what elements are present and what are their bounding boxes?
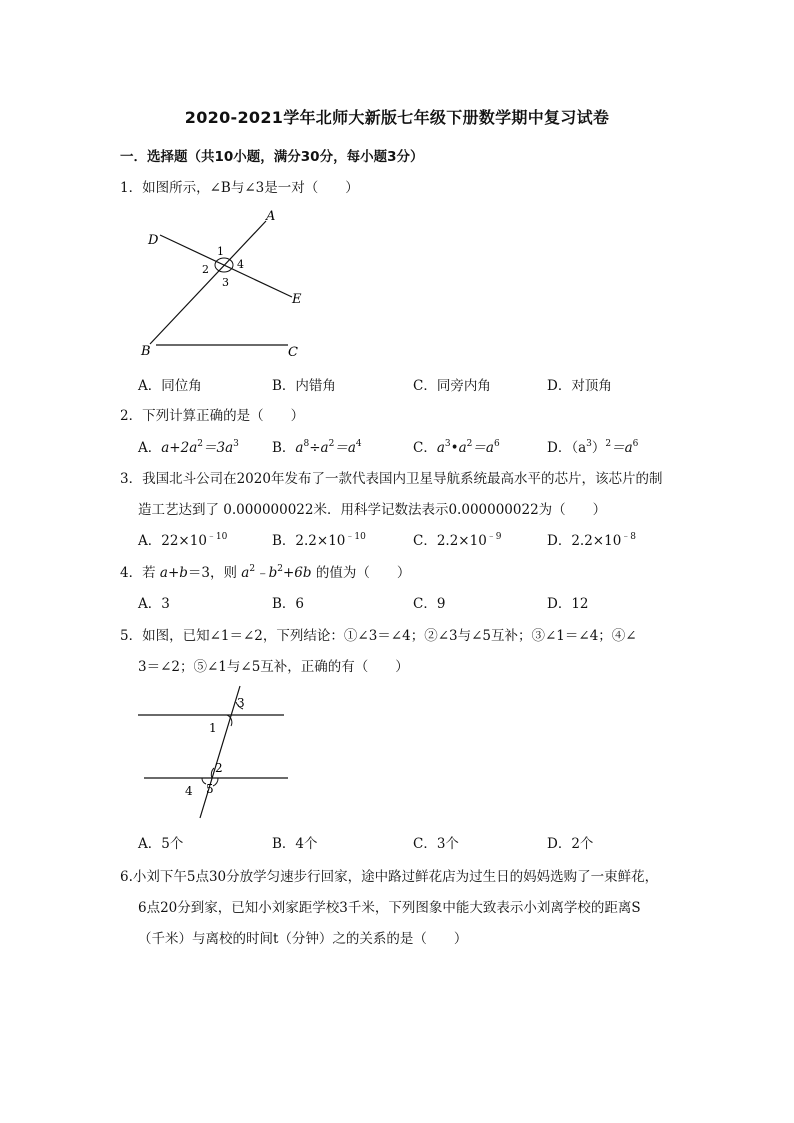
question-2-text: 2．下列计算正确的是（ ） (120, 408, 305, 424)
q3-option-a[interactable]: A．$22\times 10^{﹣10}$ (138, 532, 228, 549)
question-3-line-2: 造工艺达到了 0.000000022米．用科学记数法表示0.000000022为（ ） (138, 502, 607, 518)
question-6-line-2: 6点20分到家，已知小刘家距学校3千米，下列图象中能大致表示小刘离学校的距离S (138, 900, 641, 916)
q5-option-b[interactable]: B．4个 (272, 836, 318, 852)
q1-option-d[interactable]: D．对顶角 (547, 378, 612, 394)
section-heading: 一．选择题（共10小题，满分30分，每小题3分） (120, 149, 424, 165)
question-6-line-1: 6.小刘下午5点30分放学匀速步行回家，途中路过鲜花店为过生日的妈妈选购了一束鲜花， (120, 869, 659, 885)
angle-label-4: 4 (237, 258, 244, 271)
angle-label-1: 1 (209, 721, 217, 735)
q5-option-d[interactable]: D．2个 (547, 836, 594, 852)
question-1-figure (138, 206, 313, 362)
q2-option-a[interactable]: A．$a+2a^2=3a^3$ (138, 439, 239, 456)
q3-option-c[interactable]: C．$2.2\times 10^{﹣9}$ (413, 532, 502, 549)
q2-option-b[interactable]: B．$a^8\div a^2=a^4$ (272, 439, 362, 456)
angle-label-2: 2 (215, 761, 223, 775)
angle-label-3: 3 (237, 696, 245, 710)
q4-option-c[interactable]: C．9 (413, 596, 446, 612)
q4-option-a[interactable]: A．3 (138, 596, 170, 612)
label-e: E (292, 292, 302, 307)
question-5-line-1: 5．如图，已知∠1＝∠2，下列结论：①∠3＝∠4；②∠3与∠5互补；③∠1＝∠4；④∠ (120, 628, 637, 644)
angle-label-3: 3 (222, 276, 229, 289)
q3-option-b[interactable]: B．$2.2\times 10^{﹣10}$ (272, 532, 366, 549)
label-c: C (288, 345, 298, 360)
q4-option-d[interactable]: D．12 (547, 596, 589, 612)
q1-option-a[interactable]: A．同位角 (138, 378, 202, 394)
label-d: D (148, 233, 159, 248)
question-1-text: 1．如图所示，∠B与∠3是一对（ ） (120, 180, 359, 196)
line-b-a (150, 221, 266, 344)
q5-option-c[interactable]: C．3个 (413, 836, 459, 852)
angle-label-5: 5 (206, 782, 214, 796)
angle-label-1: 1 (217, 245, 224, 258)
angle-arc-5 (213, 778, 218, 786)
question-4-text: 4．若 a+b＝3，则 $a^2﹣b^2+6b$ 的值为（ ） (120, 564, 411, 581)
question-3-line-1: 3．我国北斗公司在2020年发布了一款代表国内卫星导航系统最高水平的芯片，该芯片的制 (120, 471, 663, 487)
q2-option-d[interactable]: D．$(a^3)^2=a^6$ (547, 439, 639, 456)
q5-option-a[interactable]: A．5个 (138, 836, 184, 852)
question-6-line-3: （千米）与离校的时间t（分钟）之的关系的是（ ） (138, 931, 468, 947)
q3-option-d[interactable]: D．$2.2\times 10^{﹣8}$ (547, 532, 637, 549)
page-title: 2020-2021学年北师大新版七年级下册数学期中复习试卷 (184, 108, 610, 127)
question-5-figure (134, 684, 294, 822)
question-5-line-2: 3＝∠2；⑤∠1与∠5互补，正确的有（ ） (138, 659, 409, 675)
q4-option-b[interactable]: B．6 (272, 596, 305, 612)
label-b: B (141, 344, 151, 359)
transversal-line (200, 686, 240, 818)
angle-label-4: 4 (185, 784, 193, 798)
q1-option-b[interactable]: B．内错角 (272, 378, 336, 394)
label-a: A (266, 209, 276, 224)
angle-label-2: 2 (202, 263, 209, 276)
q1-option-c[interactable]: C．同旁内角 (413, 378, 491, 394)
q2-option-c[interactable]: C．$a^3•a^2=a^6$ (413, 439, 500, 456)
